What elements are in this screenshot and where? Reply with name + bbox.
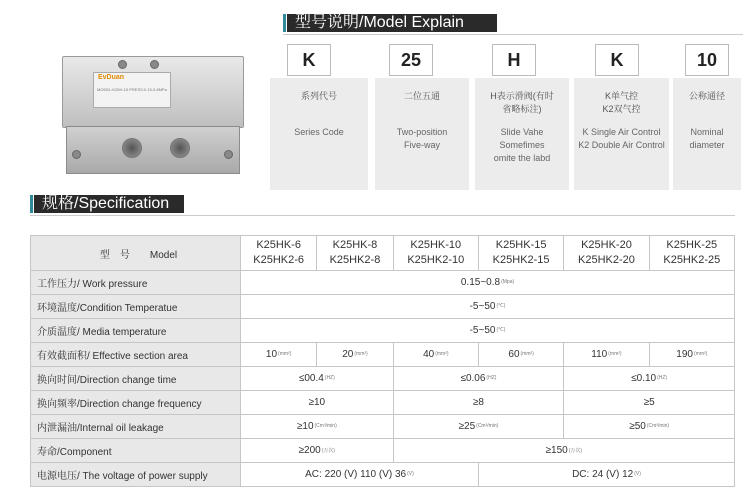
spec-value: 190 — [676, 349, 693, 360]
spec-value-cell — [241, 271, 735, 295]
model-code-desc-cn — [574, 90, 669, 116]
valve-nameplate-text: MODEL:K25H-15 PRESS:0.15-0.8MPa — [97, 87, 167, 92]
model-name: K25HK-10 — [410, 239, 462, 251]
spec-value: 110 — [591, 349, 608, 360]
model-code-box: K — [595, 44, 639, 76]
spec-value-cell — [564, 415, 735, 439]
spec-value-cell — [649, 343, 734, 367]
valve-body-base — [66, 126, 240, 174]
spec-unit: (mm²) — [608, 351, 622, 358]
spec-value: 20 — [342, 349, 354, 360]
spec-value-cell — [393, 439, 734, 463]
desc-line: diameter — [689, 140, 725, 150]
spec-value-cell — [564, 343, 649, 367]
spec-row — [31, 463, 735, 487]
model-code-desc-cn — [270, 90, 368, 103]
spec-value-cell — [393, 391, 564, 415]
model-name: K25HK-25 — [666, 239, 718, 251]
spec-value-cell — [564, 391, 735, 415]
model-explain-underline — [283, 34, 743, 35]
model-code-desc-cn — [475, 90, 569, 116]
spec-value-cell — [241, 415, 394, 439]
spec-unit: (Mpa) — [501, 279, 515, 286]
model-code-description — [574, 78, 669, 190]
spec-value: ≥200 — [298, 445, 321, 456]
model-code-box: H — [492, 44, 536, 76]
spec-unit: (℃) — [496, 303, 506, 310]
spec-value: 40 — [423, 349, 435, 360]
spec-value: AC: 220 (V) 110 (V) 36 — [305, 469, 407, 480]
model-name: K25HK-20 — [581, 239, 632, 251]
spec-row — [31, 415, 735, 439]
spec-row — [31, 319, 735, 343]
spec-unit: (Cm³/min) — [476, 423, 499, 430]
model-code-description — [375, 78, 469, 190]
spec-value-cell — [478, 463, 734, 487]
spec-value: -5~50 — [469, 301, 496, 312]
desc-line: K Single Air Control — [582, 127, 661, 137]
spec-value-cell — [317, 343, 393, 367]
spec-unit: (Cm³/min) — [314, 423, 337, 430]
model-header-cell — [393, 236, 478, 271]
model-code-desc-cn — [375, 90, 469, 103]
spec-unit: (V) — [407, 471, 414, 478]
model-code-desc-en — [375, 126, 469, 152]
spec-value-cell — [241, 439, 394, 463]
model-header-cell — [564, 236, 649, 271]
spec-row-label: 换向时间/Direction change time — [31, 367, 241, 391]
model-code-box: 10 — [685, 44, 729, 76]
model-name: K25HK-15 — [495, 239, 547, 251]
spec-value-cell — [241, 343, 317, 367]
desc-line: 二位五通 — [403, 91, 440, 101]
spec-unit: (mm²) — [278, 351, 292, 358]
model-header-cell — [317, 236, 393, 271]
model-name: K25HK2-6 — [253, 254, 305, 266]
valve-bolt — [118, 60, 127, 69]
spec-value-cell — [393, 415, 564, 439]
spec-unit: (HZ) — [657, 375, 668, 382]
model-code-desc-en — [574, 126, 669, 152]
spec-unit: (mm²) — [354, 351, 368, 358]
model-name: K25HK2-15 — [492, 254, 550, 266]
spec-value: ≥10 — [296, 421, 314, 432]
spec-row-label: 电源电压/ The voltage of power supply — [31, 463, 241, 487]
desc-line: 系列代号 — [300, 91, 337, 101]
spec-row-label: 内泄漏油/Internal oil leakage — [31, 415, 241, 439]
desc-line: Somefimes — [499, 140, 545, 150]
desc-line: 省略标注) — [502, 104, 542, 114]
spec-row — [31, 391, 735, 415]
spec-unit: (Cm³/min) — [646, 423, 670, 430]
spec-value: ≥50 — [629, 421, 646, 432]
desc-line: Series Code — [294, 127, 344, 137]
spec-value-cell — [241, 463, 479, 487]
valve-bolt — [150, 60, 159, 69]
model-name: K25HK2-10 — [407, 254, 465, 266]
spec-value: ≤0.10 — [631, 373, 657, 384]
desc-line: omite the labd — [493, 153, 551, 163]
spec-value: ≤0.06 — [460, 373, 486, 384]
desc-line: Slide Vahe — [500, 127, 544, 137]
spec-row-label: 环境温度/Condition Temperatue — [31, 295, 241, 319]
desc-line: K2双气控 — [602, 104, 641, 114]
spec-row-label: 工作压力/ Work pressure — [31, 271, 241, 295]
model-name: K25HK2-25 — [663, 254, 721, 266]
desc-line: Two-position — [396, 127, 448, 137]
model-header-cell — [478, 236, 563, 271]
desc-line: Nominal — [690, 127, 724, 137]
model-code-box: K — [287, 44, 331, 76]
spec-value: 60 — [508, 349, 520, 360]
specification-title: 规格/Specification — [42, 195, 170, 212]
spec-value-cell — [241, 391, 394, 415]
model-header-label: 型 号 Model — [31, 236, 241, 271]
spec-value: ≤00.4 — [298, 373, 324, 384]
spec-value-cell — [241, 319, 735, 343]
spec-row — [31, 343, 735, 367]
spec-value: ≥8 — [472, 397, 484, 408]
specification-table — [30, 235, 735, 487]
specification-underline — [30, 215, 735, 216]
desc-line: Five-way — [403, 140, 440, 150]
spec-row-label: 有效截面积/ Effective section area — [31, 343, 241, 367]
spec-value: ≥25 — [458, 421, 476, 432]
model-name: K25HK2-8 — [329, 254, 381, 266]
spec-row-label: 换向频率/Direction change frequency — [31, 391, 241, 415]
model-name: K25HK2-20 — [578, 254, 635, 266]
model-name: K25HK-6 — [256, 239, 301, 251]
model-explain-accent — [283, 14, 286, 32]
spec-value-cell — [241, 295, 735, 319]
spec-value: ≥150 — [545, 445, 568, 456]
brand-logo: EvDuan — [98, 74, 125, 81]
spec-unit: (mm²) — [435, 351, 449, 358]
valve-port — [170, 138, 190, 158]
model-code-description — [673, 78, 741, 190]
desc-line: K单气控 — [604, 91, 638, 101]
spec-row — [31, 367, 735, 391]
valve-bolt — [72, 150, 81, 159]
model-code-box: 25 — [389, 44, 433, 76]
spec-unit: (mm²) — [693, 351, 708, 358]
model-header-cell — [241, 236, 317, 271]
spec-value: ≥5 — [643, 397, 655, 408]
spec-row-label: 介质温度/ Media temperature — [31, 319, 241, 343]
valve-bolt — [224, 150, 233, 159]
spec-value: 10 — [265, 349, 278, 360]
spec-row — [31, 295, 735, 319]
spec-value: 0.15~0.8 — [460, 277, 501, 288]
spec-value: ≥10 — [308, 397, 326, 408]
desc-line: 公称通径 — [688, 91, 725, 101]
model-code-desc-cn — [673, 90, 741, 103]
model-code-desc-en — [475, 126, 569, 165]
spec-row-label: 寿命/Component — [31, 439, 241, 463]
model-explain-title: 型号说明/Model Explain — [295, 14, 464, 31]
model-code-description — [475, 78, 569, 190]
spec-value-cell — [241, 367, 394, 391]
spec-unit: (℃) — [496, 327, 506, 334]
spec-value-cell — [564, 367, 735, 391]
spec-unit: (V) — [634, 471, 641, 478]
spec-row — [31, 439, 735, 463]
spec-unit: (mm²) — [520, 351, 534, 358]
spec-unit: (HZ) — [486, 375, 497, 382]
spec-value: DC: 24 (V) 12 — [572, 469, 634, 480]
model-header-cell — [649, 236, 734, 271]
spec-value-cell — [393, 367, 564, 391]
model-code-desc-en — [673, 126, 741, 152]
spec-unit: (HZ) — [324, 375, 335, 382]
model-name: K25HK-8 — [332, 239, 378, 251]
model-code-description — [270, 78, 368, 190]
model-code-desc-en — [270, 126, 368, 139]
spec-unit: (万次) — [568, 447, 583, 454]
desc-line: H表示滑阀(有时 — [490, 91, 554, 101]
spec-row — [31, 271, 735, 295]
desc-line: K2 Double Air Control — [578, 140, 665, 150]
spec-value: -5~50 — [469, 325, 496, 336]
spec-value-cell — [478, 343, 563, 367]
spec-unit: (万次) — [321, 447, 336, 454]
valve-port — [122, 138, 142, 158]
spec-value-cell — [393, 343, 478, 367]
specification-accent — [30, 195, 33, 213]
